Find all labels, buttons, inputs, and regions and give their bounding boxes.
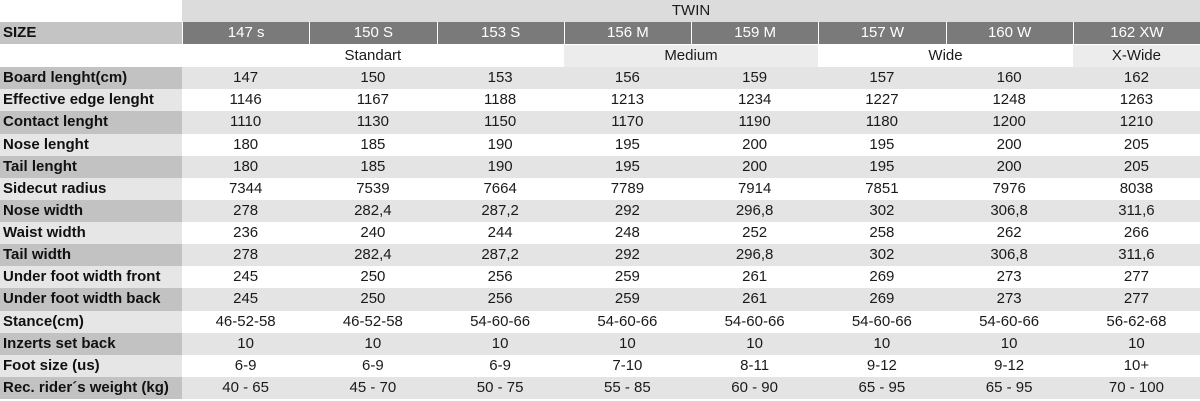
table-cell: 195 xyxy=(818,134,945,156)
table-cell: 7-10 xyxy=(564,355,691,377)
corner-cell xyxy=(0,0,182,22)
table-cell: 50 - 75 xyxy=(437,377,564,399)
table-cell: 278 xyxy=(182,244,309,266)
group-corner-cell xyxy=(0,45,182,67)
table-cell: 1200 xyxy=(946,111,1073,133)
table-cell: 292 xyxy=(564,200,691,222)
row-label: Tail width xyxy=(0,244,182,266)
table-cell: 277 xyxy=(1073,266,1200,288)
family-title: TWIN xyxy=(182,0,1200,22)
table-cell: 1213 xyxy=(564,89,691,111)
table-cell: 250 xyxy=(309,266,436,288)
table-cell: 1167 xyxy=(309,89,436,111)
table-cell: 296,8 xyxy=(691,200,818,222)
table-cell: 6-9 xyxy=(309,355,436,377)
table-cell: 282,4 xyxy=(309,244,436,266)
table-cell: 1263 xyxy=(1073,89,1200,111)
table-cell: 65 - 95 xyxy=(946,377,1073,399)
table-cell: 1130 xyxy=(309,111,436,133)
table-cell: 54-60-66 xyxy=(564,311,691,333)
row-label: Sidecut radius xyxy=(0,178,182,200)
table-cell: 185 xyxy=(309,134,436,156)
row-label: Rec. rider´s weight (kg) xyxy=(0,377,182,399)
table-cell: 70 - 100 xyxy=(1073,377,1200,399)
table-cell: 306,8 xyxy=(946,200,1073,222)
table-cell: 10 xyxy=(818,333,945,355)
table-row xyxy=(0,156,1200,178)
table-cell: 156 xyxy=(564,67,691,89)
table-cell: 287,2 xyxy=(437,200,564,222)
table-cell: 7851 xyxy=(818,178,945,200)
table-cell: 147 xyxy=(182,67,309,89)
table-cell: 9-12 xyxy=(946,355,1073,377)
table-cell: 1227 xyxy=(818,89,945,111)
group-medium: Medium xyxy=(564,45,819,67)
table-cell: 54-60-66 xyxy=(437,311,564,333)
table-cell: 54-60-66 xyxy=(818,311,945,333)
row-label: Board lenght(cm) xyxy=(0,67,182,89)
group-wide: Wide xyxy=(818,45,1073,67)
table-cell: 10 xyxy=(309,333,436,355)
table-cell: 258 xyxy=(818,222,945,244)
table-cell: 159 xyxy=(691,67,818,89)
row-label: Contact lenght xyxy=(0,111,182,133)
row-label: Nose lenght xyxy=(0,134,182,156)
table-cell: 1210 xyxy=(1073,111,1200,133)
table-cell: 54-60-66 xyxy=(691,311,818,333)
row-label: Under foot width front xyxy=(0,266,182,288)
table-cell: 6-9 xyxy=(182,355,309,377)
table-cell: 55 - 85 xyxy=(564,377,691,399)
size-label: SIZE xyxy=(0,22,182,45)
table-cell: 250 xyxy=(309,288,436,310)
table-cell: 180 xyxy=(182,134,309,156)
table-cell: 311,6 xyxy=(1073,200,1200,222)
table-cell: 195 xyxy=(564,156,691,178)
table-cell: 248 xyxy=(564,222,691,244)
table-cell: 256 xyxy=(437,288,564,310)
table-cell: 302 xyxy=(818,244,945,266)
table-cell: 245 xyxy=(182,266,309,288)
table-cell: 1170 xyxy=(564,111,691,133)
table-cell: 292 xyxy=(564,244,691,266)
table-cell: 180 xyxy=(182,156,309,178)
table-cell: 200 xyxy=(691,134,818,156)
table-cell: 10 xyxy=(437,333,564,355)
table-cell: 205 xyxy=(1073,134,1200,156)
row-label: Effective edge lenght xyxy=(0,89,182,111)
table-cell: 7664 xyxy=(437,178,564,200)
table-cell: 190 xyxy=(437,156,564,178)
table-cell: 8038 xyxy=(1073,178,1200,200)
row-label: Nose width xyxy=(0,200,182,222)
table-cell: 1150 xyxy=(437,111,564,133)
table-cell: 1188 xyxy=(437,89,564,111)
table-cell: 1180 xyxy=(818,111,945,133)
table-cell: 157 xyxy=(818,67,945,89)
table-row xyxy=(0,111,1200,133)
table-cell: 277 xyxy=(1073,288,1200,310)
table-cell: 273 xyxy=(946,288,1073,310)
table-row xyxy=(0,67,1200,89)
table-cell: 195 xyxy=(818,156,945,178)
table-cell: 65 - 95 xyxy=(818,377,945,399)
table-row xyxy=(0,377,1200,399)
table-cell: 10 xyxy=(1073,333,1200,355)
table-cell: 7344 xyxy=(182,178,309,200)
table-cell: 302 xyxy=(818,200,945,222)
table-cell: 10 xyxy=(946,333,1073,355)
size-header-cell: 156 M xyxy=(564,22,691,45)
size-header-cell: 160 W xyxy=(946,22,1073,45)
table-cell: 7914 xyxy=(691,178,818,200)
table-cell: 261 xyxy=(691,266,818,288)
table-cell: 296,8 xyxy=(691,244,818,266)
table-row xyxy=(0,89,1200,111)
table-row xyxy=(0,178,1200,200)
table-cell: 162 xyxy=(1073,67,1200,89)
group-x-wide: X-Wide xyxy=(1073,45,1200,67)
size-header-cell: 159 M xyxy=(691,22,818,45)
size-header-cell: 157 W xyxy=(818,22,945,45)
row-label: Tail lenght xyxy=(0,156,182,178)
table-cell: 259 xyxy=(564,266,691,288)
size-header-cell: 153 S xyxy=(437,22,564,45)
table-row xyxy=(0,244,1200,266)
table-cell: 10 xyxy=(564,333,691,355)
table-cell: 244 xyxy=(437,222,564,244)
row-label: Waist width xyxy=(0,222,182,244)
table-cell: 269 xyxy=(818,266,945,288)
table-row xyxy=(0,200,1200,222)
table-cell: 205 xyxy=(1073,156,1200,178)
table-cell: 7789 xyxy=(564,178,691,200)
table-cell: 185 xyxy=(309,156,436,178)
table-row xyxy=(0,355,1200,377)
table-cell: 266 xyxy=(1073,222,1200,244)
table-cell: 262 xyxy=(946,222,1073,244)
width-group-row xyxy=(0,45,1200,67)
table-cell: 269 xyxy=(818,288,945,310)
table-cell: 6-9 xyxy=(437,355,564,377)
table-cell: 45 - 70 xyxy=(309,377,436,399)
table-cell: 1110 xyxy=(182,111,309,133)
table-cell: 278 xyxy=(182,200,309,222)
row-label: Stance(cm) xyxy=(0,311,182,333)
table-cell: 150 xyxy=(309,67,436,89)
table-cell: 40 - 65 xyxy=(182,377,309,399)
table-cell: 1190 xyxy=(691,111,818,133)
table-row xyxy=(0,222,1200,244)
table-cell: 287,2 xyxy=(437,244,564,266)
table-cell: 7976 xyxy=(946,178,1073,200)
table-cell: 10+ xyxy=(1073,355,1200,377)
table-cell: 282,4 xyxy=(309,200,436,222)
row-label: Inzerts set back xyxy=(0,333,182,355)
table-cell: 259 xyxy=(564,288,691,310)
table-cell: 200 xyxy=(946,156,1073,178)
table-cell: 153 xyxy=(437,67,564,89)
table-cell: 10 xyxy=(182,333,309,355)
table-row xyxy=(0,266,1200,288)
table-cell: 10 xyxy=(691,333,818,355)
table-row xyxy=(0,333,1200,355)
table-cell: 46-52-58 xyxy=(182,311,309,333)
table-cell: 46-52-58 xyxy=(309,311,436,333)
size-header-row xyxy=(0,22,1200,45)
table-cell: 200 xyxy=(691,156,818,178)
table-row xyxy=(0,288,1200,310)
table-cell: 54-60-66 xyxy=(946,311,1073,333)
table-cell: 306,8 xyxy=(946,244,1073,266)
table-cell: 311,6 xyxy=(1073,244,1200,266)
table-cell: 8-11 xyxy=(691,355,818,377)
size-header-cell: 162 XW xyxy=(1073,22,1200,45)
table-cell: 273 xyxy=(946,266,1073,288)
table-cell: 1234 xyxy=(691,89,818,111)
table-cell: 56-62-68 xyxy=(1073,311,1200,333)
table-cell: 195 xyxy=(564,134,691,156)
table-cell: 60 - 90 xyxy=(691,377,818,399)
table-cell: 1248 xyxy=(946,89,1073,111)
size-header-cell: 150 S xyxy=(309,22,436,45)
family-header-row xyxy=(0,0,1200,22)
group-standart: Standart xyxy=(182,45,564,67)
table-row xyxy=(0,134,1200,156)
table-cell: 236 xyxy=(182,222,309,244)
table-cell: 7539 xyxy=(309,178,436,200)
table-cell: 245 xyxy=(182,288,309,310)
row-label: Foot size (us) xyxy=(0,355,182,377)
table-cell: 240 xyxy=(309,222,436,244)
table-cell: 160 xyxy=(946,67,1073,89)
table-cell: 190 xyxy=(437,134,564,156)
table-cell: 252 xyxy=(691,222,818,244)
table-row xyxy=(0,311,1200,333)
table-cell: 1146 xyxy=(182,89,309,111)
size-header-cell: 147 s xyxy=(182,22,309,45)
table-cell: 200 xyxy=(946,134,1073,156)
table-cell: 261 xyxy=(691,288,818,310)
row-label: Under foot width back xyxy=(0,288,182,310)
table-cell: 256 xyxy=(437,266,564,288)
table-cell: 9-12 xyxy=(818,355,945,377)
